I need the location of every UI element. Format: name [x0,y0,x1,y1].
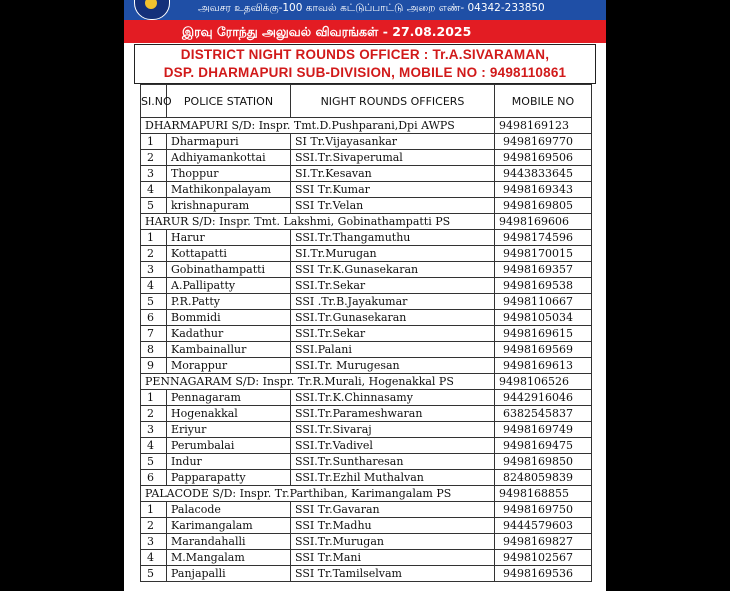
cell-police-station: P.R.Patty [167,294,291,310]
cell-mobile: 8248059839 [495,470,592,486]
cell-mobile: 9498169850 [495,454,592,470]
cell-officer: SSI.Tr.Vadivel [291,438,495,454]
cell-police-station: M.Mangalam [167,550,291,566]
cell-slno: 5 [141,294,167,310]
section-row [141,118,592,134]
section-row [141,214,592,230]
cell-slno: 3 [141,166,167,182]
cell-mobile: 9498169538 [495,278,592,294]
table-row [141,358,592,374]
table-row [141,390,592,406]
table-row [141,422,592,438]
cell-slno: 4 [141,438,167,454]
header-night-rounds-officers: NIGHT ROUNDS OFFICERS [291,85,495,118]
cell-police-station: Gobinathampatti [167,262,291,278]
cell-mobile: 6382545837 [495,406,592,422]
cell-police-station: Thoppur [167,166,291,182]
cell-police-station: Hogenakkal [167,406,291,422]
cell-police-station: Kottapatti [167,246,291,262]
cell-slno: 4 [141,278,167,294]
cell-slno: 4 [141,182,167,198]
table-row [141,230,592,246]
table-row [141,166,592,182]
table-row [141,342,592,358]
cell-mobile: 9498169770 [495,134,592,150]
night-rounds-document [124,0,606,591]
emblem-star-icon [145,0,157,9]
cell-slno: 8 [141,342,167,358]
table-row [141,150,592,166]
cell-police-station: Morappur [167,358,291,374]
title-banner [124,20,606,43]
cell-police-station: Marandahalli [167,534,291,550]
cell-officer: SSI Tr.K.Gunasekaran [291,262,495,278]
cell-slno: 2 [141,246,167,262]
header-mobile-no: MOBILE NO [495,85,592,118]
cell-mobile: 9498169750 [495,502,592,518]
section-mobile: 9498106526 [495,374,592,390]
section-mobile: 9498169606 [495,214,592,230]
table-row [141,566,592,582]
cell-officer: SSI.Tr. Murugesan [291,358,495,374]
cell-officer: SSI Tr.Velan [291,198,495,214]
cell-police-station: Pennagaram [167,390,291,406]
cell-officer: SSI.Tr.Ezhil Muthalvan [291,470,495,486]
cell-slno: 3 [141,534,167,550]
cell-slno: 6 [141,470,167,486]
table-row [141,502,592,518]
cell-officer: SSI Tr.Gavaran [291,502,495,518]
cell-officer: SSI.Tr.Murugan [291,534,495,550]
cell-officer: SSI.Tr.Sekar [291,278,495,294]
table-row [141,454,592,470]
table-row [141,310,592,326]
section-title: PALACODE S/D: Inspr. Tr.Parthiban, Karimangalam PS [141,486,495,502]
cell-police-station: Karimangalam [167,518,291,534]
section-title: HARUR S/D: Inspr. Tmt. Lakshmi, Gobinathampatti PS [141,214,495,230]
cell-officer: SI Tr.Vijayasankar [291,134,495,150]
section-title: PENNAGARAM S/D: Inspr. Tr.R.Murali, Hogenakkal PS [141,374,495,390]
helpline-text: அவசர உதவிக்கு-100 காவல் கட்டுப்பாட்டு அறை எண்- 04342-233850 [198,2,545,14]
cell-slno: 3 [141,262,167,278]
header-police-station: POLICE STATION [167,85,291,118]
cell-officer: SSI Tr.Madhu [291,518,495,534]
cell-slno: 5 [141,566,167,582]
district-officer-details: DSP. DHARMAPURI SUB-DIVISION, MOBILE NO : 9498110861 [163,65,567,80]
cell-officer: SSI.Tr.Gunasekaran [291,310,495,326]
cell-slno: 4 [141,550,167,566]
cell-police-station: Perumbalai [167,438,291,454]
cell-officer: SSI.Tr.Sekar [291,326,495,342]
cell-slno: 1 [141,230,167,246]
section-mobile: 9498168855 [495,486,592,502]
section-row [141,486,592,502]
cell-police-station: Eriyur [167,422,291,438]
cell-officer: SSI Tr.Kumar [291,182,495,198]
cell-slno: 5 [141,454,167,470]
cell-police-station: Adhiyamankottai [167,150,291,166]
section-title: DHARMAPURI S/D: Inspr. Tmt.D.Pushparani,Dpi AWPS [141,118,495,134]
cell-officer: SSI.Tr.Parameshwaran [291,406,495,422]
section-mobile: 9498169123 [495,118,592,134]
cell-mobile: 9498169343 [495,182,592,198]
document-title [182,24,471,41]
cell-slno: 2 [141,406,167,422]
cell-police-station: Kambainallur [167,342,291,358]
cell-mobile: 9498169827 [495,534,592,550]
cell-mobile: 9498169749 [495,422,592,438]
cell-officer: SSI.Tr.Sivaraj [291,422,495,438]
cell-slno: 9 [141,358,167,374]
cell-police-station: Panjapalli [167,566,291,582]
cell-officer: SSI.Tr.K.Chinnasamy [291,390,495,406]
cell-slno: 2 [141,150,167,166]
district-officer-name: DISTRICT NIGHT ROUNDS OFFICER : Tr.A.SIVARAMAN, [180,47,550,62]
cell-mobile: 9498169805 [495,198,592,214]
cell-police-station: Bommidi [167,310,291,326]
cell-mobile: 9498169475 [495,438,592,454]
cell-officer: SSI.Tr.Sivaperumal [291,150,495,166]
cell-police-station: Papparapatty [167,470,291,486]
night-rounds-table [140,84,592,582]
cell-police-station: Harur [167,230,291,246]
helpline-banner [124,0,606,20]
title-tamil: இரவு ரோந்து அலுவல் விவரங்கள் [182,24,379,39]
table-row [141,294,592,310]
cell-police-station: Palacode [167,502,291,518]
table-header-row [141,85,592,118]
table-row [141,534,592,550]
cell-police-station: krishnapuram [167,198,291,214]
cell-officer: SSI .Tr.B.Jayakumar [291,294,495,310]
table-body [141,118,592,582]
cell-officer: SSI Tr.Mani [291,550,495,566]
cell-mobile: 9443833645 [495,166,592,182]
table-row [141,438,592,454]
section-row [141,374,592,390]
cell-slno: 3 [141,422,167,438]
cell-officer: SI.Tr.Kesavan [291,166,495,182]
cell-officer: SSI.Palani [291,342,495,358]
cell-mobile: 9498169506 [495,150,592,166]
table-row [141,518,592,534]
table-row [141,406,592,422]
district-officer-box [134,44,596,84]
table-row [141,182,592,198]
cell-mobile: 9498169613 [495,358,592,374]
table-row [141,246,592,262]
cell-slno: 5 [141,198,167,214]
table-row [141,262,592,278]
table-row [141,134,592,150]
cell-mobile: 9498110667 [495,294,592,310]
cell-slno: 1 [141,390,167,406]
cell-officer: SSI.Tr.Thangamuthu [291,230,495,246]
cell-mobile: 9498102567 [495,550,592,566]
cell-mobile: 9498169615 [495,326,592,342]
table-row [141,550,592,566]
cell-slno: 7 [141,326,167,342]
cell-mobile: 9498169536 [495,566,592,582]
cell-mobile: 9498169357 [495,262,592,278]
cell-police-station: Kadathur [167,326,291,342]
cell-mobile: 9442916046 [495,390,592,406]
cell-officer: SSI.Tr.Suntharesan [291,454,495,470]
title-date: - 27.08.2025 [382,24,472,39]
cell-police-station: Dharmapuri [167,134,291,150]
cell-slno: 2 [141,518,167,534]
cell-slno: 6 [141,310,167,326]
header-slno: SI.NO [141,85,167,118]
table-row [141,278,592,294]
cell-slno: 1 [141,134,167,150]
table-row [141,198,592,214]
cell-police-station: A.Pallipatty [167,278,291,294]
cell-mobile: 9498170015 [495,246,592,262]
cell-police-station: Indur [167,454,291,470]
cell-police-station: Mathikonpalayam [167,182,291,198]
cell-mobile: 9444579603 [495,518,592,534]
table-row [141,326,592,342]
cell-slno: 1 [141,502,167,518]
cell-mobile: 9498174596 [495,230,592,246]
police-emblem-icon [134,0,170,20]
cell-officer: SSI Tr.Tamilselvam [291,566,495,582]
cell-officer: SI.Tr.Murugan [291,246,495,262]
table-row [141,470,592,486]
cell-mobile: 9498169569 [495,342,592,358]
cell-mobile: 9498105034 [495,310,592,326]
